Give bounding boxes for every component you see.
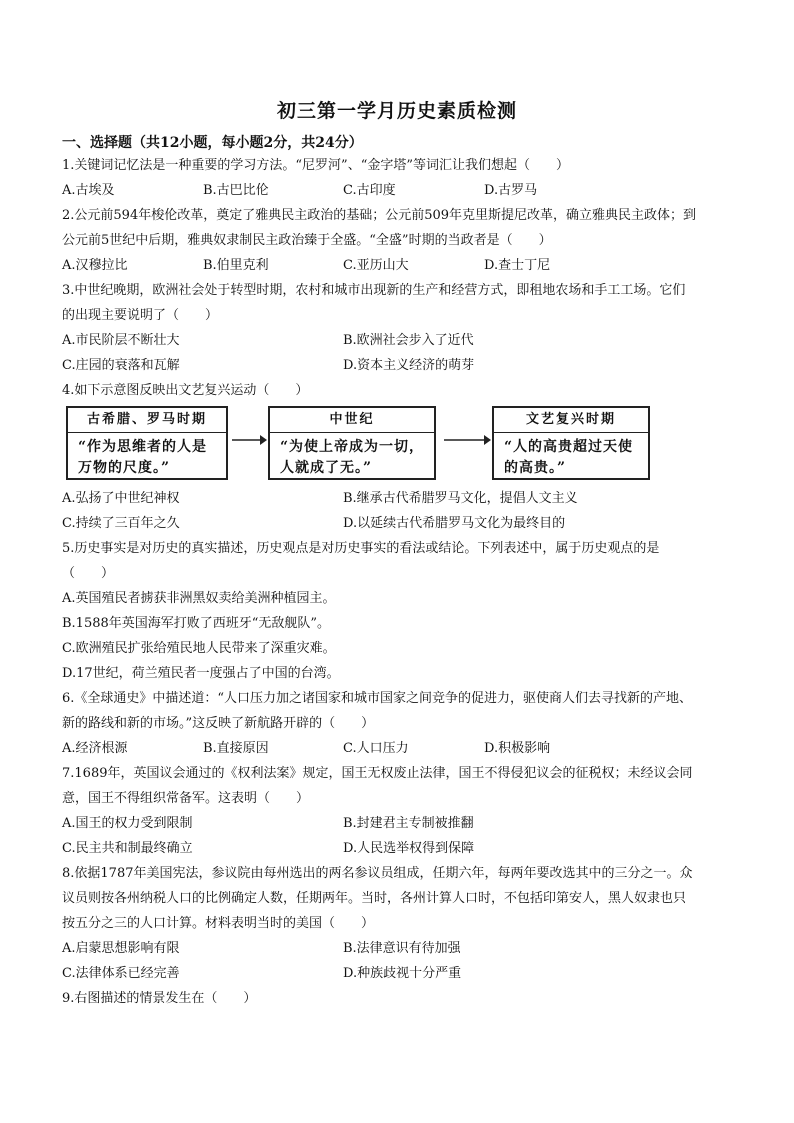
question-7-option-d: D.人民选举权得到保障 (343, 841, 475, 856)
diagram-box-ancient (66, 406, 228, 480)
question-7-option-a: A.国王的权力受到限制 (62, 816, 193, 831)
question-9-stem: 9.右图描述的情景发生在（ ） (62, 991, 257, 1006)
arrow-right-icon (442, 433, 492, 447)
section-heading: 一、选择题（共12小题，每小题2分，共24分） (62, 135, 363, 151)
question-5-option-d: D.17世纪，荷兰殖民者一度强占了中国的台湾。 (62, 666, 340, 681)
question-1-option-a: A.古埃及 (62, 183, 115, 198)
diagram-box-renaissance-heading: 文艺复兴时期 (494, 408, 648, 433)
diagram-box-renaissance-quote: “人的高贵超过天使的高贵。” (504, 439, 634, 476)
question-7-stem-line-1: 7.1689年，英国议会通过的《权利法案》规定，国王无权废止法律，国王不得侵犯议会的征税权；未经议会同 (62, 766, 693, 781)
question-7-option-c: C.民主共和制最终确立 (62, 841, 193, 856)
question-2-option-c: C.亚历山大 (343, 258, 409, 273)
question-5-stem-line-2: （ ） (62, 566, 115, 581)
diagram-box-renaissance (492, 406, 650, 480)
question-3-option-a: A.市民阶层不断壮大 (62, 333, 180, 348)
question-8-stem-line-1: 8.依据1787年美国宪法，参议院由每州选出的两名参议员组成，任期六年，每两年要改选其中的三分之一。众 (62, 866, 693, 881)
diagram-box-medieval-heading: 中世纪 (270, 408, 434, 433)
diagram-box-ancient-quote: “作为思维者的人是万物的尺度。” (78, 439, 208, 476)
question-6-option-b: B.直接原因 (203, 741, 269, 756)
question-6-option-a: A.经济根源 (62, 741, 128, 756)
question-8-option-b: B.法律意识有待加强 (343, 941, 461, 956)
arrow-right-icon (230, 433, 268, 447)
diagram-box-ancient-heading: 古希腊、罗马时期 (68, 408, 226, 433)
question-1-option-b: B.古巴比伦 (203, 183, 269, 198)
diagram-box-medieval-quote: “为使上帝成为一切，人就成了无。” (280, 439, 425, 476)
question-1-option-d: D.古罗马 (484, 183, 538, 198)
question-8-stem-line-2: 议员则按各州纳税人口的比例确定人数，任期两年。当时，各州计算人口时，不包括印第安人，黑人奴隶也只 (62, 891, 687, 906)
question-5-option-a: A.英国殖民者掳获非洲黑奴卖给美洲种植园主。 (62, 591, 336, 606)
question-2-stem-line-1: 2.公元前594年梭伦改革，奠定了雅典民主政治的基础；公元前509年克里斯提尼改革，确立雅典民主政体；到 (62, 208, 697, 223)
question-6-option-c: C.人口压力 (343, 741, 409, 756)
question-2-option-d: D.查士丁尼 (484, 258, 551, 273)
question-6-stem-line-2: 新的路线和新的市场。”这反映了新航路开辟的（ ） (62, 716, 375, 731)
question-8-option-a: A.启蒙思想影响有限 (62, 941, 180, 956)
question-6-option-d: D.积极影响 (484, 741, 551, 756)
question-3-option-d: D.资本主义经济的萌芽 (343, 358, 475, 373)
question-2-option-b: B.伯里克利 (203, 258, 269, 273)
question-1-stem: 1.关键词记忆法是一种重要的学习方法。“尼罗河”、“金字塔”等词汇让我们想起（ ） (62, 158, 569, 173)
question-5-option-c: C.欧洲殖民扩张给殖民地人民带来了深重灾难。 (62, 641, 336, 656)
question-3-option-c: C.庄园的衰落和瓦解 (62, 358, 180, 373)
question-4-stem: 4.如下示意图反映出文艺复兴运动（ ） (62, 383, 309, 398)
question-3-stem-line-1: 3.中世纪晚期，欧洲社会处于转型时期，农村和城市出现新的生产和经营方式，即租地农场和手工工场。它们 (62, 283, 686, 298)
question-3-option-b: B.欧洲社会步入了近代 (343, 333, 474, 348)
question-8-stem-line-3: 按五分之三的人口计算。材料表明当时的美国（ ） (62, 916, 375, 931)
page-title: 初三第一学月历史素质检测 (276, 100, 517, 122)
question-8-option-c: C.法律体系已经完善 (62, 966, 180, 981)
question-5-stem-line-1: 5.历史事实是对历史的真实描述，历史观点是对历史事实的看法或结论。下列表述中，属于历史观点的是 (62, 541, 660, 556)
diagram-box-medieval (268, 406, 436, 480)
question-4-option-c: C.持续了三百年之久 (62, 516, 180, 531)
question-8-option-d: D.种族歧视十分严重 (343, 966, 462, 981)
question-4-option-a: A.弘扬了中世纪神权 (62, 491, 180, 506)
question-1-option-c: C.古印度 (343, 183, 396, 198)
question-4-option-b: B.继承古代希腊罗马文化，提倡人文主义 (343, 491, 578, 506)
question-4-option-d: D.以延续古代希腊罗马文化为最终目的 (343, 516, 566, 531)
question-7-stem-line-2: 意，国王不得组织常备军。这表明（ ） (62, 791, 310, 806)
question-6-stem-line-1: 6.《全球通史》中描述道：“人口压力加之诸国家和城市国家之间竞争的促进力，驱使商人们去寻找新的产地、 (62, 691, 693, 706)
question-2-option-a: A.汉穆拉比 (62, 258, 128, 273)
question-7-option-b: B.封建君主专制被推翻 (343, 816, 474, 831)
question-3-stem-line-2: 的出现主要说明了（ ） (62, 308, 219, 323)
question-2-stem-line-2: 公元前5世纪中后期，雅典奴隶制民主政治臻于全盛。“全盛”时期的当政者是（ ） (62, 233, 552, 248)
question-5-option-b: B.1588年英国海军打败了西班牙“无敌舰队”。 (62, 616, 331, 631)
